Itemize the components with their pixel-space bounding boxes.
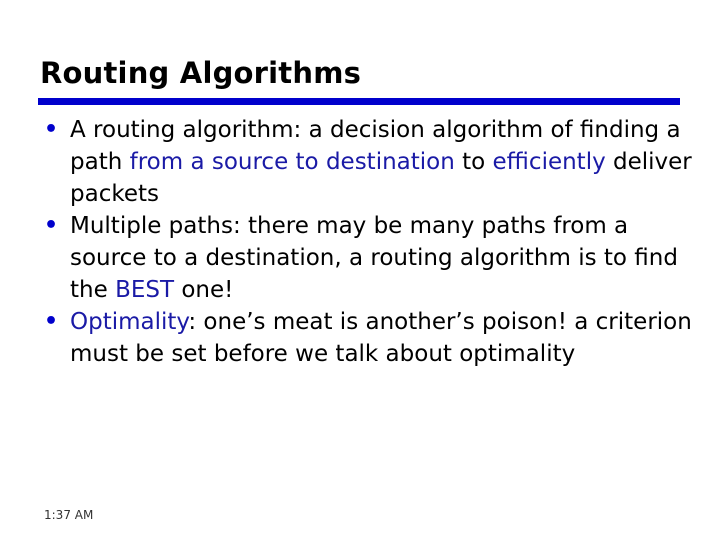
slide-title: Routing Algorithms	[40, 56, 362, 90]
highlighted-text: BEST	[115, 277, 175, 303]
title-underline	[38, 98, 680, 105]
highlighted-text: from a source to destination	[129, 149, 455, 175]
bullet-dot-icon: •	[44, 117, 59, 142]
bullet-item-optimality	[40, 306, 700, 370]
bullet-item-multiple-paths	[40, 210, 700, 306]
bullet-text: A routing algorithm: a decision algorithm of finding a path	[70, 117, 681, 175]
slide-timestamp: 1:37 AM	[44, 508, 94, 522]
bullet-list	[40, 114, 700, 370]
highlighted-text: efficiently	[492, 149, 606, 175]
bullet-dot-icon: •	[44, 309, 59, 334]
bullet-text: deliver packets	[70, 149, 692, 207]
highlighted-text: Optimality	[70, 309, 189, 335]
bullet-text: : one’s meat is another’s poison! a criterion must be set before we talk about optimality	[70, 309, 692, 367]
bullet-text: to	[454, 149, 493, 175]
bullet-text: Multiple paths: there may be many paths from a source to a destination, a routing algorithm is to find the	[70, 213, 678, 303]
bullet-text: one!	[174, 277, 234, 303]
bullet-dot-icon: •	[44, 213, 59, 238]
bullet-item-routing-algorithm	[40, 114, 700, 210]
